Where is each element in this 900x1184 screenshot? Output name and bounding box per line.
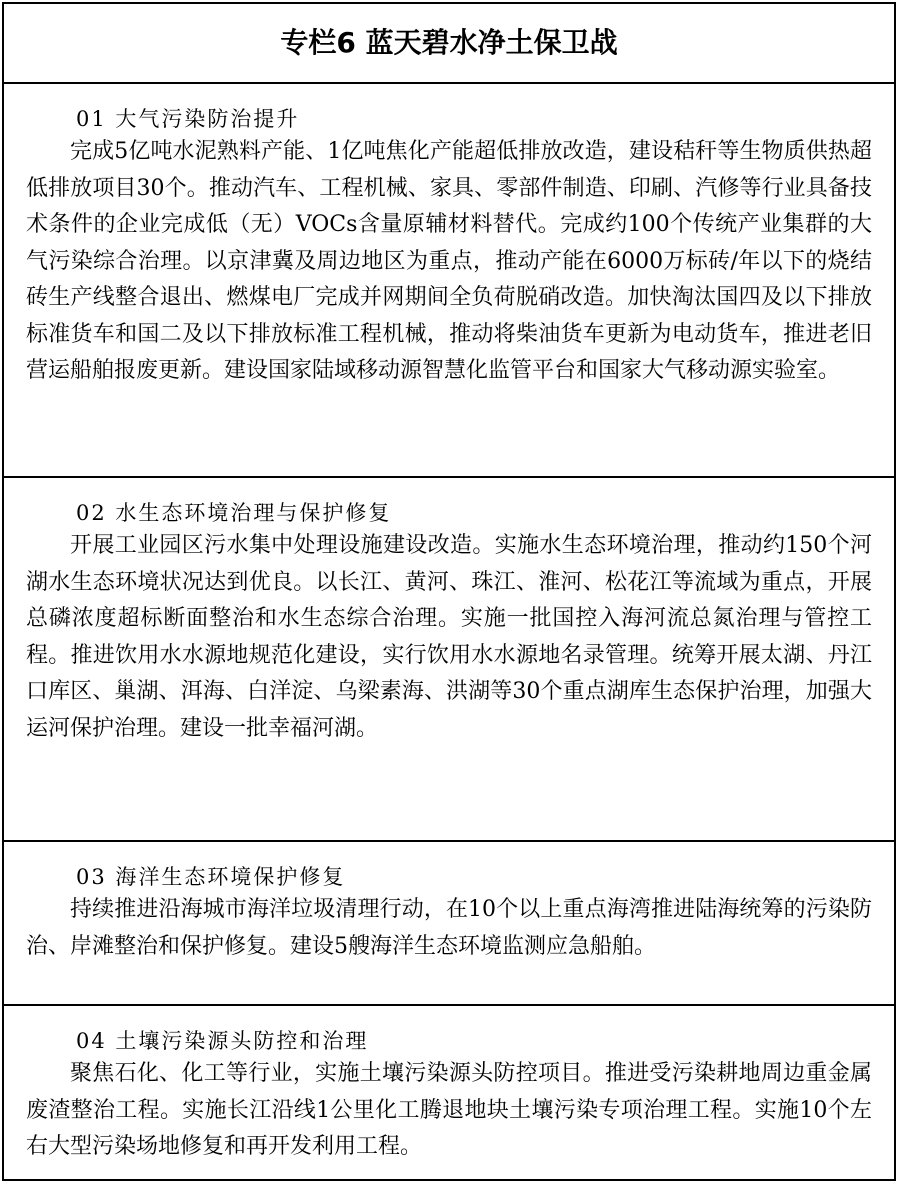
column-title: 专栏6 蓝天碧水净土保卫战: [4, 4, 894, 84]
section-heading: 04 土壤污染源头防控和治理: [76, 1029, 369, 1053]
section-body: 开展工业园区污水集中处理设施建设改造。实施水生态环境治理，推动约150个河湖水生态环境状况达到优良。以长江、黄河、珠江、淮河、松花江等流域为重点，开展总磷浓度超标断面整治和水生态综合治理。实施一批国控入海河流总氮治理与管控工程。推进饮用水水源地规范化建设，实行饮用水水源地名录管理。统筹开展太湖、丹江口库区、巢湖、洱海、白洋淀、乌梁素海、洪湖等30个重点湖库生态保护治理，加强大运河保护治理。建设一批幸福河湖。: [26, 533, 872, 741]
section-soil-pollution: [4, 1006, 894, 1179]
section-heading: 01 大气污染防治提升: [76, 107, 300, 131]
section-body: 完成5亿吨水泥熟料产能、1亿吨焦化产能超低排放改造，建设秸秆等生物质供热超低排放项目30个。推动汽车、工程机械、家具、零部件制造、印刷、汽修等行业具备技术条件的企业完成低（无）VOCs含量原辅材料替代。完成约100个传统产业集群的大气污染综合治理。以京津冀及周边地区为重点，推动产能在6000万标砖/年以下的烧结砖生产线整合退出、燃煤电厂完成并网期间全负荷脱硝改造。加快淘汰国四及以下排放标准货车和国二及以下排放标准工程机械，推动将柴油货车更新为电动货车，推进老旧营运船舶报废更新。建设国家陆域移动源智慧化监管平台和国家大气移动源实验室。: [26, 139, 872, 383]
section-air-pollution: [4, 84, 894, 478]
section-body: 聚焦石化、化工等行业，实施土壤污染源头防控项目。推进受污染耕地周边重金属废渣整治工程。实施长江沿线1公里化工腾退地块土壤污染专项治理工程。实施10个左右大型污染场地修复和再开发利用工程。: [26, 1061, 872, 1159]
column-box: [2, 2, 896, 1181]
section-heading: 03 海洋生态环境保护修复: [76, 865, 346, 889]
section-heading: 02 水生态环境治理与保护修复: [76, 501, 392, 525]
section-marine-ecology: [4, 842, 894, 1006]
section-water-ecology: [4, 478, 894, 842]
section-body: 持续推进沿海城市海洋垃圾清理行动，在10个以上重点海湾推进陆海统筹的污染防治、岸滩整治和保护修复。建设5艘海洋生态环境监测应急船舶。: [26, 897, 872, 959]
